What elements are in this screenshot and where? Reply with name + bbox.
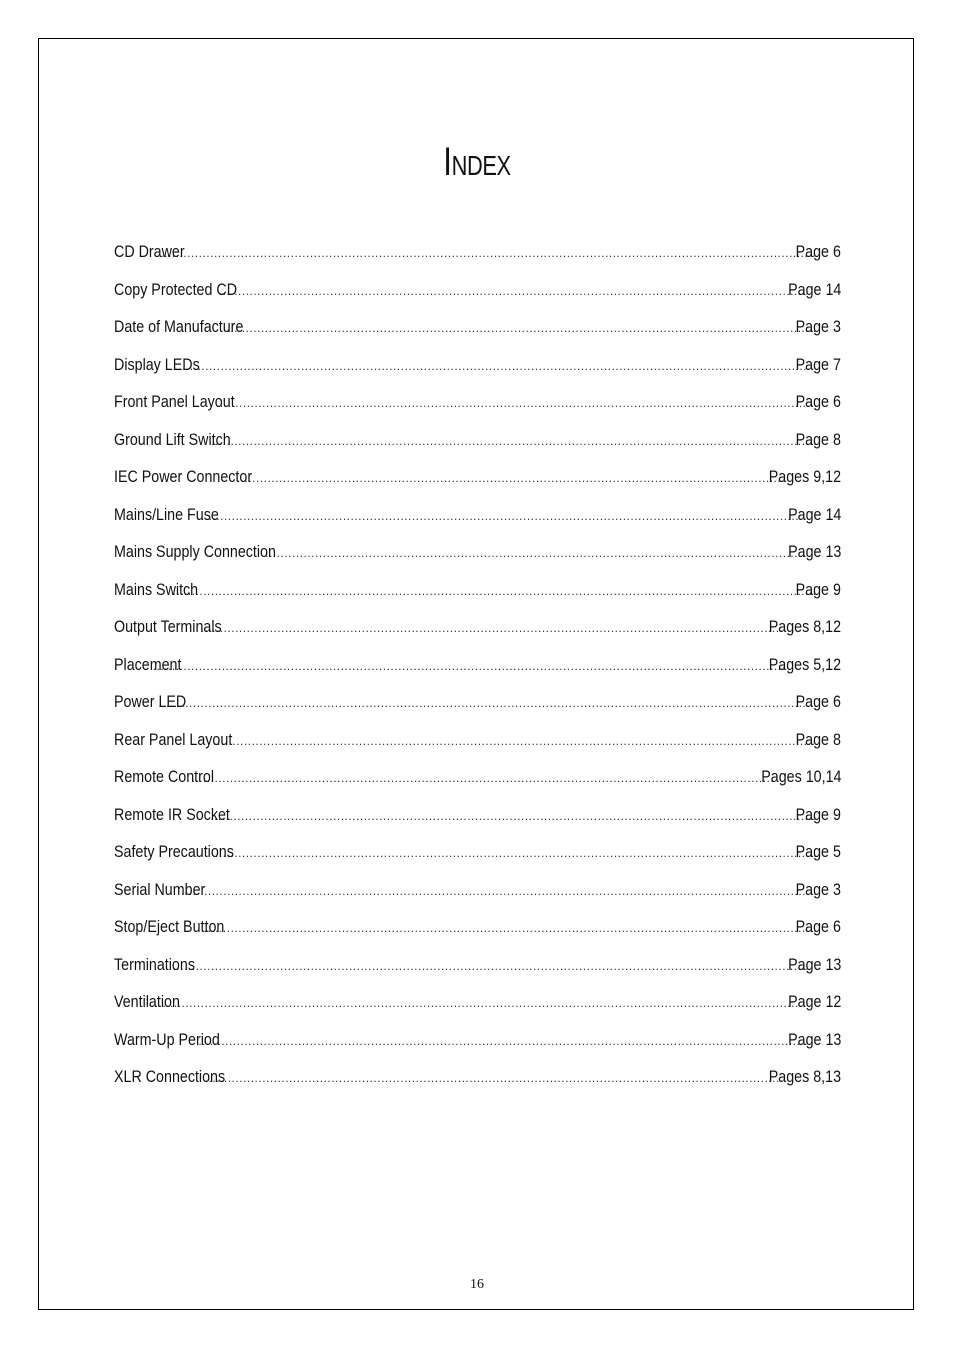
page-title: Index [443, 140, 511, 184]
index-entry-page: Page 5 [795, 842, 841, 861]
index-list [114, 238, 841, 1101]
index-entry-page: Page 6 [795, 692, 841, 711]
dot-leader [209, 427, 816, 455]
index-entry-page: Pages 5,12 [768, 654, 841, 674]
dot-leader [203, 1064, 784, 1092]
dot-leader [213, 839, 816, 867]
index-entry [114, 876, 841, 914]
index-entry [114, 763, 841, 801]
index-entry-label: CD Drawer [114, 242, 185, 261]
index-entry-page: Pages 8,13 [768, 1067, 841, 1086]
dot-leader [151, 652, 784, 680]
dot-leader [211, 727, 816, 755]
index-entry-label: Ventilation [114, 992, 180, 1011]
dot-leader [167, 952, 807, 980]
index-entry-label: Date of Manufacture [114, 317, 244, 336]
dot-leader [235, 464, 784, 492]
index-entry-page: Page 6 [795, 392, 841, 411]
index-entry [114, 501, 841, 539]
dot-leader [195, 502, 807, 530]
dot-leader [149, 989, 807, 1017]
index-entry [114, 351, 841, 389]
index-entry-page: Page 9 [795, 579, 841, 599]
dot-leader [154, 239, 816, 267]
index-entry-label: Display LEDs [114, 354, 200, 374]
index-entry-page: Pages 8,12 [768, 617, 841, 636]
index-entry [114, 276, 841, 314]
index-entry-page: Page 6 [795, 917, 841, 936]
index-entry-page: Pages 10,14 [760, 767, 841, 786]
index-entry-page: Page 3 [795, 879, 841, 899]
index-entry [114, 651, 841, 689]
index-entry [114, 1026, 841, 1064]
index-entry-page: Page 9 [795, 804, 841, 824]
index-entry-label: XLR Connections [114, 1067, 226, 1086]
dot-leader [171, 577, 817, 605]
index-entry-page: Page 7 [795, 354, 841, 374]
index-entry-page: Page 12 [787, 992, 841, 1011]
index-entry [114, 688, 841, 726]
dot-leader [179, 877, 816, 905]
dot-leader [202, 914, 816, 942]
index-entry-label: Serial Number [114, 879, 206, 899]
index-entry-label: Mains Supply Connection [114, 542, 276, 561]
index-entry [114, 726, 841, 764]
index-entry-label: IEC Power Connector [114, 467, 253, 486]
index-entry-page: Page 3 [795, 317, 841, 336]
index-entry [114, 801, 841, 839]
index-entry [114, 838, 841, 876]
index-entry [114, 426, 841, 464]
index-entry-label: Copy Protected CD [114, 279, 238, 299]
index-entry-label: Safety Precautions [114, 842, 234, 861]
index-entry-label: Mains Switch [114, 579, 199, 599]
index-entry-label: Stop/Eject Button [114, 917, 225, 936]
index-entry [114, 613, 841, 651]
index-entry-label: Output Terminals [114, 617, 222, 636]
index-entry-page: Pages 9,12 [768, 467, 841, 486]
dot-leader [172, 352, 816, 380]
index-entry-page: Page 13 [787, 954, 841, 974]
index-entry [114, 538, 841, 576]
dot-leader [263, 539, 807, 567]
index-entry-label: Rear Panel Layout [114, 729, 233, 749]
index-entry [114, 388, 841, 426]
index-entry [114, 988, 841, 1026]
index-entry-page: Page 13 [787, 542, 841, 561]
index-entry [114, 313, 841, 351]
dot-leader [189, 764, 774, 792]
index-entry-label: Remote Control [114, 767, 215, 786]
index-entry [114, 463, 841, 501]
index-entry-label: Placement [114, 654, 182, 674]
dot-leader [217, 277, 807, 305]
dot-leader [156, 689, 816, 717]
index-entry-page: Page 6 [795, 242, 841, 261]
index-entry [114, 576, 841, 614]
index-entry-page: Page 8 [795, 429, 841, 449]
index-entry-page: Page 14 [787, 279, 841, 299]
index-entry-label: Front Panel Layout [114, 392, 235, 411]
index-entry-label: Warm-Up Period [114, 1029, 220, 1049]
dot-leader [224, 314, 816, 342]
index-entry-page: Page 8 [795, 729, 841, 749]
dot-leader [208, 802, 816, 830]
index-entry [114, 1063, 841, 1101]
index-entry-label: Power LED [114, 692, 187, 711]
index-entry [114, 238, 841, 276]
index-entry-label: Mains/Line Fuse [114, 504, 219, 524]
index-entry [114, 951, 841, 989]
dot-leader [196, 1027, 806, 1055]
index-entry-label: Terminations [114, 954, 195, 974]
index-entry-page: Page 14 [787, 504, 841, 524]
index-entry-label: Ground Lift Switch [114, 429, 231, 449]
dot-leader [214, 389, 816, 417]
dot-leader [199, 614, 784, 642]
index-entry-page: Page 13 [787, 1029, 841, 1049]
index-entry-label: Remote IR Socket [114, 804, 230, 824]
index-entry [114, 913, 841, 951]
page-number: 16 [470, 1277, 484, 1292]
